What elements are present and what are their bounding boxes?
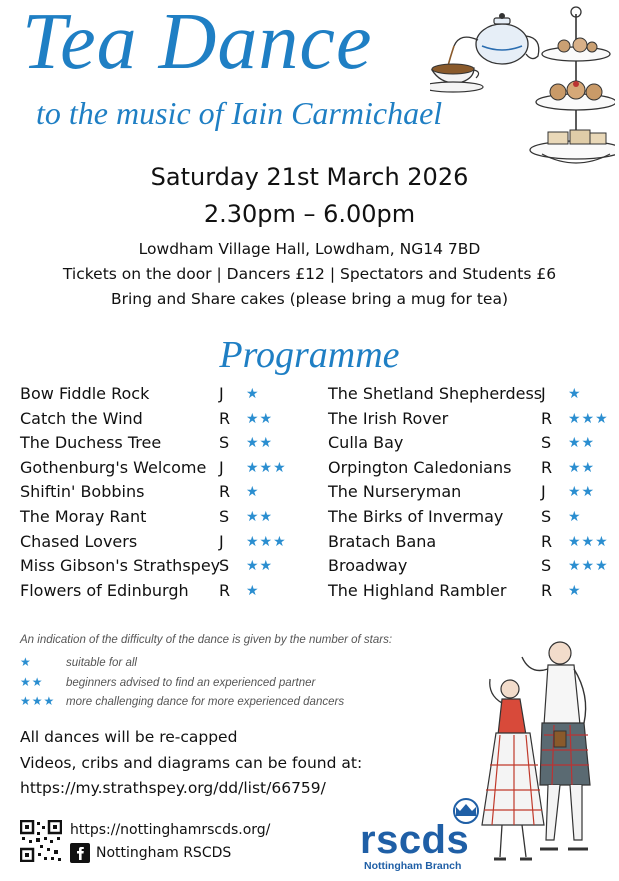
branch-name: Nottingham Branch — [364, 860, 462, 872]
facebook-link[interactable]: Nottingham RSCDS — [96, 845, 232, 861]
dance-row — [20, 554, 320, 579]
dance-row — [20, 407, 320, 432]
dance-type: S — [541, 433, 552, 453]
dance-type: R — [219, 482, 231, 502]
legend-row — [20, 675, 315, 689]
legend-stars: ★★★ — [20, 694, 56, 708]
dance-row — [20, 456, 320, 481]
dance-name: The Irish Rover — [328, 408, 449, 428]
dance-name: Miss Gibson's Strathspey — [20, 556, 221, 576]
difficulty-stars: ★ — [246, 386, 260, 402]
videos-note: Videos, cribs and diagrams can be found at: — [20, 754, 363, 772]
dance-type: R — [219, 408, 231, 428]
dance-type: R — [541, 457, 553, 477]
dance-name: The Nurseryman — [328, 482, 462, 502]
event-tickets: Tickets on the door | Dancers £12 | Spectators and Students £6 — [62, 265, 557, 283]
programme-left-column — [20, 382, 320, 603]
dance-row — [20, 431, 320, 456]
dance-name: Orpington Caledonians — [328, 457, 512, 477]
dance-row — [328, 407, 613, 432]
legend-text: beginners advised to find an experienced partner — [66, 677, 316, 689]
dancers-illustration — [470, 635, 615, 880]
legend-stars: ★★ — [20, 675, 44, 689]
dance-name: The Highland Rambler — [328, 580, 507, 600]
event-date: Saturday 21st March 2026 — [150, 163, 469, 191]
difficulty-stars: ★ — [568, 582, 582, 599]
legend-text: more challenging dance for more experienced dancers — [66, 696, 345, 708]
dance-name: Gothenburg's Welcome — [20, 457, 207, 477]
dance-name: Chased Lovers — [20, 531, 138, 551]
cake-stand-icon — [530, 7, 615, 163]
difficulty-stars: ★★★ — [568, 410, 609, 427]
dance-row — [20, 480, 320, 505]
difficulty-stars: ★ — [246, 484, 260, 501]
dance-row — [20, 382, 320, 407]
dance-type: S — [219, 506, 230, 526]
dance-type: J — [219, 531, 224, 551]
dance-name: The Shetland Shepherdess — [328, 384, 543, 403]
dance-row — [328, 480, 613, 505]
dance-type: S — [219, 556, 230, 576]
facebook-icon[interactable] — [70, 843, 90, 863]
dance-type: R — [541, 408, 553, 428]
dance-type: J — [541, 482, 546, 502]
dance-row — [328, 431, 613, 456]
difficulty-stars: ★ — [246, 582, 260, 599]
strathspey-link[interactable]: https://my.strathspey.org/dd/list/66759/ — [20, 779, 326, 797]
rscds-logo-text: rscds — [360, 818, 470, 862]
dance-name: Bow Fiddle Rock — [20, 384, 150, 403]
difficulty-stars: ★★★ — [568, 533, 609, 550]
dance-name: Broadway — [328, 556, 408, 576]
teacup-icon — [430, 64, 483, 92]
legend-row — [20, 694, 344, 708]
dance-type: J — [541, 384, 546, 403]
dance-name: The Duchess Tree — [20, 433, 162, 453]
dance-type: R — [219, 580, 231, 600]
dance-name: The Moray Rant — [20, 506, 147, 526]
difficulty-stars: ★★ — [568, 459, 596, 476]
dance-type: R — [541, 531, 553, 551]
dance-row — [328, 579, 613, 604]
event-cakes: Bring and Share cakes (please bring a mug for tea) — [110, 290, 508, 308]
difficulty-stars: ★★★ — [568, 558, 609, 575]
legend-stars: ★ — [20, 655, 32, 669]
programme-heading: Programme — [219, 334, 400, 376]
difficulty-stars: ★★ — [246, 558, 274, 575]
teapot-icon — [448, 13, 539, 66]
dance-name: Catch the Wind — [20, 408, 143, 428]
dance-type: S — [541, 506, 552, 526]
difficulty-stars: ★★ — [246, 410, 274, 427]
difficulty-stars: ★★★ — [246, 459, 287, 476]
dance-row — [328, 382, 613, 407]
facebook-glyph — [70, 843, 90, 863]
difficulty-stars: ★ — [568, 508, 582, 525]
difficulty-legend-intro: An indication of the difficulty of the dance is given by the number of stars: — [20, 634, 393, 646]
event-venue: Lowdham Village Hall, Lowdham, NG14 7BD — [138, 240, 481, 258]
qr-code-icon — [20, 820, 62, 862]
difficulty-stars: ★★ — [246, 508, 274, 525]
dance-row — [328, 456, 613, 481]
dance-row — [20, 530, 320, 555]
difficulty-stars: ★ — [568, 386, 582, 402]
event-subtitle: to the music of Iain Carmichael — [36, 95, 443, 131]
difficulty-stars: ★★★ — [246, 533, 287, 550]
dance-row — [20, 579, 320, 604]
dance-row — [328, 505, 613, 530]
event-time: 2.30pm – 6.00pm — [203, 200, 416, 228]
tea-set-illustration — [430, 4, 615, 174]
dance-name: Shiftin' Bobbins — [20, 482, 145, 502]
recap-note: All dances will be re-capped — [20, 728, 238, 746]
difficulty-stars: ★★ — [568, 435, 596, 452]
dance-type: R — [541, 580, 553, 600]
dance-type: S — [541, 556, 552, 576]
difficulty-stars: ★★ — [246, 435, 274, 452]
website-link[interactable]: https://nottinghamrscds.org/ — [70, 822, 271, 838]
dance-type: S — [219, 433, 230, 453]
dance-name: Culla Bay — [328, 433, 404, 453]
difficulty-stars: ★★ — [568, 484, 596, 501]
dance-name: Flowers of Edinburgh — [20, 580, 189, 600]
dance-type: J — [219, 457, 224, 477]
programme-right-column — [328, 382, 613, 603]
event-title: Tea Dance — [22, 0, 373, 86]
dance-type: J — [219, 384, 224, 403]
dance-row — [328, 530, 613, 555]
female-dancer-icon — [482, 679, 544, 859]
dance-name: The Birks of Invermay — [328, 506, 504, 526]
dance-row — [328, 554, 613, 579]
dance-name: Bratach Bana — [328, 531, 437, 551]
legend-text: suitable for all — [66, 657, 137, 669]
legend-row — [20, 655, 137, 669]
dance-row — [20, 505, 320, 530]
